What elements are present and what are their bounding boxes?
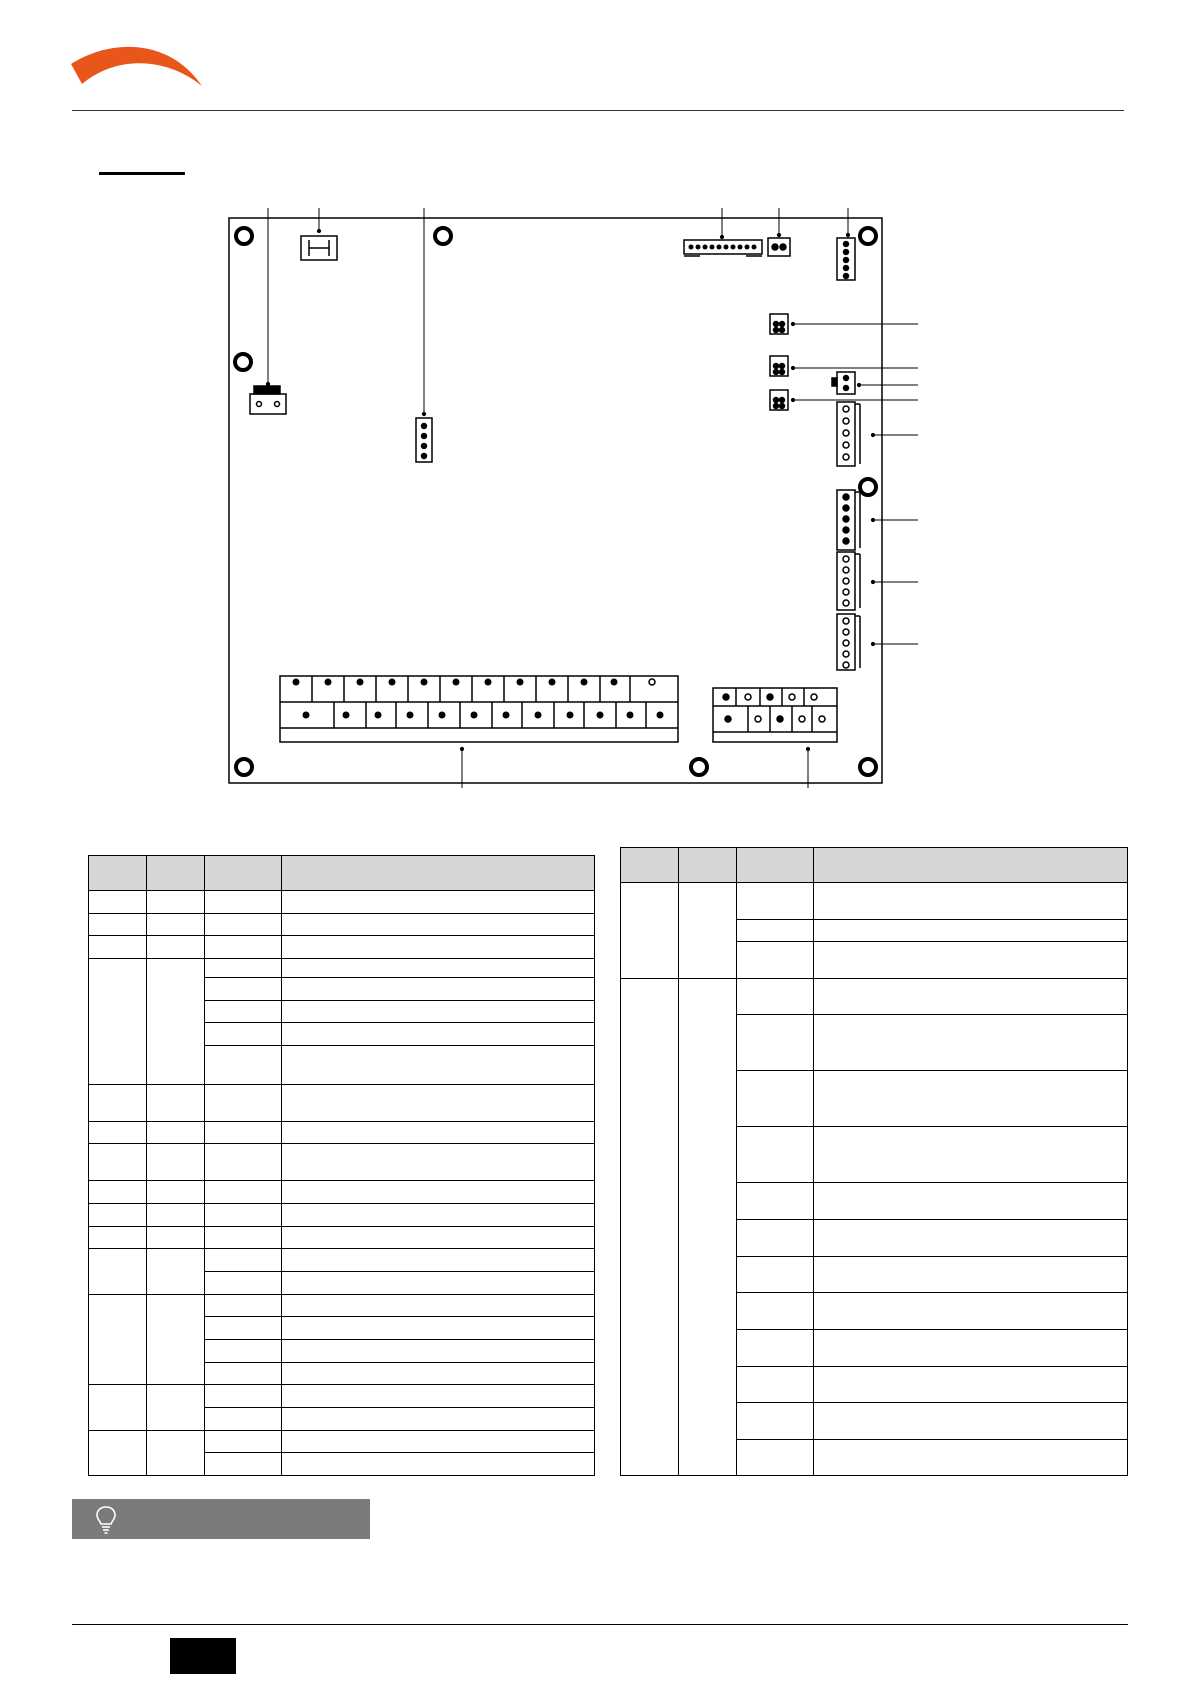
table-cell xyxy=(814,920,1128,942)
terminal-block-right-2 xyxy=(837,490,860,550)
table-cell xyxy=(205,1363,282,1385)
table-cell xyxy=(205,891,282,914)
table-row xyxy=(89,1085,595,1122)
tip-banner xyxy=(72,1499,370,1539)
table-cell xyxy=(282,1363,595,1385)
lightbulb-icon xyxy=(94,1505,118,1535)
table-cell xyxy=(205,1181,282,1204)
table-cell xyxy=(814,1220,1128,1257)
table-cell xyxy=(205,1385,282,1408)
header-cell xyxy=(205,856,282,891)
table-cell xyxy=(814,1403,1128,1440)
table-cell xyxy=(737,1220,814,1257)
table-cell xyxy=(147,891,205,914)
table-cell xyxy=(737,1015,814,1071)
table-row xyxy=(89,1227,595,1249)
table-cell xyxy=(205,914,282,936)
table-cell xyxy=(205,1204,282,1227)
table-cell xyxy=(205,936,282,959)
fuse-component xyxy=(301,236,337,260)
table-cell xyxy=(282,959,595,978)
table-cell xyxy=(282,1272,595,1295)
table-cell xyxy=(679,883,737,979)
jumper-block xyxy=(250,386,286,414)
table-cell xyxy=(282,1204,595,1227)
table-row xyxy=(621,848,1128,883)
top-ribbon-pins xyxy=(689,245,757,250)
table-cell xyxy=(89,1295,147,1385)
table-row xyxy=(89,891,595,914)
header-cell xyxy=(147,856,205,891)
table-cell xyxy=(737,1071,814,1127)
specification-table-right xyxy=(620,847,1128,1476)
table-cell xyxy=(814,1071,1128,1127)
three-pin-connector-3 xyxy=(770,390,788,410)
header-cell xyxy=(679,848,737,883)
table-cell xyxy=(814,1293,1128,1330)
table-cell xyxy=(737,1127,814,1183)
table-cell xyxy=(621,883,679,979)
table-cell xyxy=(737,942,814,979)
three-pin-connector-1 xyxy=(770,314,788,334)
table-cell xyxy=(737,979,814,1015)
table-cell xyxy=(814,942,1128,979)
table-cell xyxy=(147,1249,205,1295)
main-terminal-open-pin xyxy=(649,679,655,685)
table-cell xyxy=(89,1431,147,1476)
four-pin-header xyxy=(416,418,432,462)
table-cell xyxy=(205,978,282,1001)
header-cell xyxy=(282,856,595,891)
table-cell xyxy=(205,1023,282,1046)
top-ribbon-connector xyxy=(684,240,762,256)
table-cell xyxy=(814,1015,1128,1071)
table-cell xyxy=(282,1295,595,1317)
table-cell xyxy=(89,1122,147,1144)
table-cell xyxy=(737,1440,814,1476)
table-cell xyxy=(814,1367,1128,1403)
table-cell xyxy=(205,1249,282,1272)
callout-lines xyxy=(266,208,918,788)
table-cell xyxy=(737,883,814,920)
table-cell xyxy=(282,1144,595,1181)
table-row xyxy=(89,1144,595,1181)
table-cell xyxy=(89,936,147,959)
table-cell xyxy=(737,1330,814,1367)
table-cell xyxy=(814,1257,1128,1293)
table-row xyxy=(89,1122,595,1144)
table-cell xyxy=(147,1295,205,1385)
five-pin-vertical xyxy=(837,238,855,280)
table-row xyxy=(89,856,595,891)
table-cell xyxy=(89,1204,147,1227)
three-pin-connector-2 xyxy=(770,356,788,376)
table-row xyxy=(89,1249,595,1272)
table-row xyxy=(621,883,1128,920)
table-cell xyxy=(282,1227,595,1249)
table-cell xyxy=(814,1127,1128,1183)
table-cell xyxy=(282,1317,595,1340)
table-cell xyxy=(282,1001,595,1023)
table-cell xyxy=(205,1453,282,1476)
footer-divider xyxy=(72,1624,1128,1625)
table-cell xyxy=(282,978,595,1001)
table-cell xyxy=(89,1181,147,1204)
table-row xyxy=(89,914,595,936)
table-cell xyxy=(147,914,205,936)
table-cell xyxy=(282,1385,595,1408)
table-cell xyxy=(205,959,282,978)
table-cell xyxy=(89,891,147,914)
table-cell xyxy=(282,1431,595,1453)
table-cell xyxy=(147,1122,205,1144)
table-cell xyxy=(89,1085,147,1122)
table-cell xyxy=(737,1293,814,1330)
main-terminal-pins xyxy=(293,679,664,719)
table-cell xyxy=(205,1144,282,1181)
table-cell xyxy=(89,1385,147,1431)
table-cell xyxy=(147,1085,205,1122)
table-cell xyxy=(147,1431,205,1476)
table-cell xyxy=(282,1122,595,1144)
table-cell xyxy=(89,1249,147,1295)
table-cell xyxy=(147,1385,205,1431)
table-cell xyxy=(205,1227,282,1249)
header-cell xyxy=(737,848,814,883)
table-cell xyxy=(737,1403,814,1440)
table-cell xyxy=(147,1144,205,1181)
two-pin-connector-top xyxy=(768,238,790,256)
table-row xyxy=(89,1431,595,1453)
table-cell xyxy=(147,1181,205,1204)
table-row xyxy=(89,959,595,978)
specification-table-left xyxy=(88,855,595,1476)
table-cell xyxy=(737,920,814,942)
header-cell xyxy=(814,848,1128,883)
table-row xyxy=(89,1385,595,1408)
table-row xyxy=(621,979,1128,1015)
header-cell xyxy=(621,848,679,883)
table-row xyxy=(89,1181,595,1204)
table-cell xyxy=(205,1001,282,1023)
table-row xyxy=(89,1295,595,1317)
table-row xyxy=(89,936,595,959)
table-cell xyxy=(282,1249,595,1272)
table-cell xyxy=(89,914,147,936)
two-pin-connector-right xyxy=(832,372,855,394)
table-cell xyxy=(282,1023,595,1046)
table-cell xyxy=(205,1431,282,1453)
table-cell xyxy=(814,1440,1128,1476)
terminal-block-right-1 xyxy=(837,402,860,466)
table-cell xyxy=(282,1085,595,1122)
table-cell xyxy=(814,1330,1128,1367)
table-cell xyxy=(282,1340,595,1363)
table-cell xyxy=(282,1181,595,1204)
table-cell xyxy=(737,1367,814,1403)
table-cell xyxy=(147,936,205,959)
table-cell xyxy=(147,1227,205,1249)
table-cell xyxy=(205,1340,282,1363)
table-cell xyxy=(282,914,595,936)
mounting-holes xyxy=(235,228,876,775)
main-terminal-block xyxy=(280,676,678,742)
table-cell xyxy=(282,1453,595,1476)
controller-board-diagram xyxy=(0,0,1191,820)
terminal-block-right-3 xyxy=(837,552,860,610)
table-cell xyxy=(89,1227,147,1249)
board-outline xyxy=(229,218,882,783)
header-cell xyxy=(89,856,147,891)
table-cell xyxy=(205,1408,282,1431)
table-cell xyxy=(89,1144,147,1181)
table-cell xyxy=(282,1408,595,1431)
table-cell xyxy=(205,1046,282,1085)
page-number-box xyxy=(170,1638,236,1674)
table-cell xyxy=(282,936,595,959)
table-cell xyxy=(814,1183,1128,1220)
table-cell xyxy=(282,891,595,914)
table-cell xyxy=(814,883,1128,920)
terminal-block-right-4 xyxy=(837,614,860,670)
table-cell xyxy=(205,1295,282,1317)
table-cell xyxy=(737,1257,814,1293)
table-cell xyxy=(147,1204,205,1227)
table-cell xyxy=(205,1085,282,1122)
table-cell xyxy=(621,979,679,1476)
table-cell xyxy=(205,1272,282,1295)
table-cell xyxy=(205,1317,282,1340)
table-cell xyxy=(814,979,1128,1015)
table-cell xyxy=(282,1046,595,1085)
table-cell xyxy=(205,1122,282,1144)
secondary-terminal-block xyxy=(713,688,837,742)
table-cell xyxy=(737,1183,814,1220)
table-cell xyxy=(89,959,147,1085)
table-cell xyxy=(147,959,205,1085)
table-cell xyxy=(679,979,737,1476)
table-row xyxy=(89,1204,595,1227)
